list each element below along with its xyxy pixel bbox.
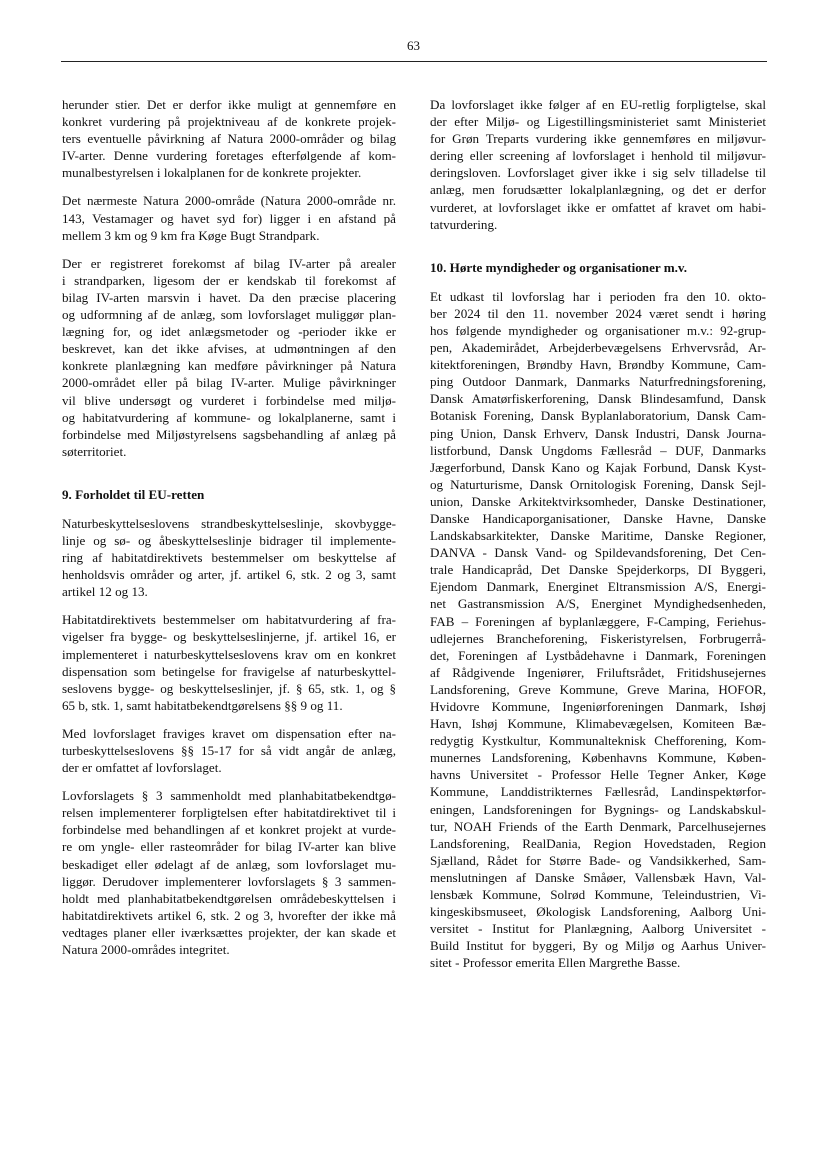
text-line: turbeskyttelseslovens §§ 15-17 for så vidt angår de anlæg, <box>62 743 396 758</box>
text-line: havns Universitet - Professor Helle Tegner Anker, Køge <box>430 767 766 783</box>
text-line: deringsloven. Lovforslaget giver ikke i sig selv tilladelse til <box>430 165 766 181</box>
text-line: forbindelse med behandlingen af et konkret projekt at vurde- <box>62 822 396 838</box>
text-line: menslutningen af Danske Småøer, Vallensbæk Havn, Val- <box>430 869 766 885</box>
text-line: hos følgende myndigheder og organisationer m.v.: 92-grup- <box>430 322 766 338</box>
text-line: tur, NOAH Friends of the Earth Denmark, Parcelhusejernes <box>430 818 766 834</box>
text-line: beskrevet, kan det ikke afvises, at udmøntningen af den <box>62 341 396 357</box>
text-line: Landskabsarkitekter, Danske Maritime, Danske Regioner, <box>430 528 766 544</box>
text-line: udlejernes Brancheforening, Fiskeristyrelsen, Forbrugerrå- <box>430 630 766 646</box>
section-heading-eu-law: 9. Forholdet til EU-retten <box>62 486 205 502</box>
text-line: dispensation som betingelse for fravigelse af naturbeskyttel- <box>62 663 396 679</box>
text-line: Landsforening, Greve Kommune, Greve Marina, HOFOR, <box>430 681 766 697</box>
paragraph <box>430 96 766 233</box>
text-line: Landsforening, RealDania, Region Hovedstaden, Region <box>430 835 766 851</box>
text-line: Ejendom Danmark, Energinet Eltransmission A/S, Energi- <box>430 579 766 595</box>
text-line: kingeskibsmuseet, Økologisk Landsforening, Aalborg Uni- <box>430 904 766 920</box>
text-line: 65 b, stk. 1, samt habitatbekendtgørelsens §§ 9 og 11. <box>62 697 343 713</box>
text-line: implementeret i naturbeskyttelseslovens krav om en konkret <box>62 646 396 662</box>
text-line: liggør. Derudover implementerer lovforslagets § 3 sammen- <box>62 873 396 889</box>
text-line: trale Handicapråd, Det Danske Spejderkorps, DI Byggeri, <box>430 562 766 578</box>
text-line: 2000-området eller på bilag IV-arter. Mulige påvirkninger <box>62 375 396 391</box>
paragraph <box>62 192 396 243</box>
text-line: versitet - Institut for Planlægning, Aalborg Universitet - <box>430 921 766 937</box>
text-line: relsen implementerer forpligtelsen efter habitatdirektivet til i <box>62 805 396 821</box>
text-line: i strandparken, ligesom der er kendskab til forekomst af <box>62 272 396 288</box>
text-line: konkret vurdering på projektniveau af de konkrete projek- <box>62 114 396 130</box>
text-line: der efter Miljø- og Ligestillingsministeriet samt Ministeriet <box>430 114 766 130</box>
text-line: herunder stier. Det er derfor ikke muligt at gennemføre en <box>62 97 396 112</box>
text-line: Hvidovre Kommune, Ingeniørforeningen Danmark, Ishøj <box>430 699 766 714</box>
text-line: munernes Landsforening, Københavns Kommune, Køben- <box>430 750 766 766</box>
text-line: seslovens bygge- og beskyttelseslinjer, jf. § 65, stk. 1, og § <box>62 680 396 696</box>
right-column <box>430 96 766 983</box>
text-line: linje og sø- og åbeskyttelseslinje bidrager til implemente- <box>62 532 396 548</box>
text-line: holdt med planhabitatbekendtgørelsen områdebeskyttelsen i <box>62 890 396 906</box>
text-line: Natura 2000-områdes integritet. <box>62 942 230 958</box>
text-line: Det nærmeste Natura 2000-område (Natura 2000-område nr. <box>62 193 396 209</box>
left-column <box>62 96 396 969</box>
paragraph <box>62 611 396 714</box>
text-line: og habitatvurdering af kommune- og lokalplanerne, samt i <box>62 409 396 425</box>
text-line: vurderet, at lovforslaget ikke er omfattet af kravet om habi- <box>430 199 766 215</box>
text-line: beskadiget eller ødelagt af de anlæg, som lovforslaget mu- <box>62 856 396 872</box>
text-line: henholdsvis områder og arter, jf. artikel 6, stk. 2 og 3, samt <box>62 567 396 583</box>
text-line: ring af habitatdirektivets bestemmelser om beskyttelse af <box>62 550 396 566</box>
text-line: der er omfattet af lovforslaget. <box>62 760 222 776</box>
text-line: Lovforslagets § 3 sammenholdt med planhabitatbekendtgø- <box>62 788 396 804</box>
text-line: Da lovforslaget ikke følger af en EU-retlig forpligtelse, skal <box>430 97 766 112</box>
text-line: Dansk Amatørfiskerforening, Dansk Blindesamfund, Dansk <box>430 391 766 407</box>
text-line: Botanisk Forening, Dansk Byplanlaboratorium, Dansk Cam- <box>430 408 766 424</box>
text-line: ping Outdoor Danmark, Danmarks Naturfredningsforening, <box>430 374 766 390</box>
text-line: og Naturturisme, Dansk Ornitologisk Forening, Dansk Sejl- <box>430 476 766 492</box>
text-line: bilag IV-arten marsvin i havet. Da den præcise placering <box>62 289 396 305</box>
paragraph <box>62 787 396 958</box>
text-line: re om yngle- eller rasteområder for bilag IV-arter kan blive <box>62 839 396 855</box>
paragraph <box>62 96 396 181</box>
text-line: 143, Vestamager og havet syd for) ligger i en afstand på <box>62 210 396 226</box>
text-line: lensbæk Kommune, Solrød Kommune, Teleindustrien, Vi- <box>430 887 766 903</box>
text-line: FAB – Foreningen af byplanlæggere, F-Camping, Feriehus- <box>430 613 766 629</box>
text-line: net Gastransmission A/S, Energinet Myndighedsenheden, <box>430 596 766 612</box>
paragraph <box>62 725 396 776</box>
text-line: Med lovforslaget fraviges kravet om dispensation efter na- <box>62 725 396 741</box>
text-line: Jægerforbund, Dansk Kano og Kajak Forbund, Dansk Kyst- <box>430 459 766 475</box>
paragraph <box>430 288 766 972</box>
text-line: DANVA - Dansk Vand- og Spildevandsforening, Det Cen- <box>430 545 766 561</box>
text-line: sitet - Professor emerita Ellen Margrethe Basse. <box>430 955 681 971</box>
text-line: forbindelse med Miljøstyrelsens sagsbehandling af anlæg på <box>62 426 396 442</box>
text-line: Build Institut for byggeri, By og Miljø og Aarhus Univer- <box>430 938 766 954</box>
text-line: Sjælland, Rådet for Større Bade- og Vandsikkerhed, Sam- <box>430 852 766 868</box>
text-line: munalbestyrelsen i lokalplanen for de konkrete projekter. <box>62 165 362 181</box>
text-line: vigelser fra bygge- og beskyttelseslinjerne, jf. artikel 16, er <box>62 629 396 645</box>
text-line: Kommune, Landdistrikternes Fællesråd, Landinspektørfor- <box>430 784 766 800</box>
text-line: ters eventuelle påvirkning af Natura 2000-områder og bilag <box>62 131 396 147</box>
text-line: Et udkast til lovforslag har i perioden fra den 10. okto- <box>430 288 766 304</box>
text-line: Der er registreret forekomst af bilag IV-arter på arealer <box>62 255 396 271</box>
text-line: af Rådgivende Ingeniører, Friluftsrådet, Fritidshusejernes <box>430 664 766 680</box>
text-line: søterritoriet. <box>62 443 127 459</box>
page-number: 63 <box>407 38 420 53</box>
text-line: lægning for, og idet anlægsmetoder og -perioder ikke er <box>62 324 396 340</box>
text-line: og udformning af de anlæg, som lovforslaget muliggør plan- <box>62 307 396 323</box>
text-line: IV-arter. Denne vurdering foretages efterfølgende af kom- <box>62 148 396 164</box>
text-line: mellem 3 km og 9 km fra Køge Bugt Strandpark. <box>62 227 320 243</box>
text-line: konkrete planlægning kan medføre påvirkninger på Natura <box>62 358 396 374</box>
text-line: listforbund, Dansk Ungdoms Fællesråd – DUF, Danmarks <box>430 442 766 458</box>
text-line: union, Danske Arkitektvirksomheder, Danske Destinationer, <box>430 493 766 509</box>
text-line: redygtig Kystkultur, Kommunalteknisk Chefforening, Kom- <box>430 733 766 749</box>
text-line: habitatdirektivets artikel 6, stk. 2 og 3, hvorefter der ikke må <box>62 907 396 923</box>
text-line: Danske Handicaporganisationer, Danske Havne, Danske <box>430 510 766 526</box>
text-line: vedtages planer eller iværksættes projekter, der kan skade et <box>62 924 396 940</box>
text-line: kitektforeningen, Brøndby Havn, Brøndby Kommune, Cam- <box>430 357 766 373</box>
text-line: ber 2024 til den 11. november 2024 været sendt i høring <box>430 305 766 321</box>
text-line: det, Foreningen af Lystbådehavne i Danmark, Foreningen <box>430 647 766 663</box>
paragraph <box>62 255 396 460</box>
text-line: Havn, Ishøj Kommune, Klimabevægelsen, Komiteen Bæ- <box>430 716 766 732</box>
text-line: dering eller screening af lovforslaget i henhold til miljøvur- <box>430 148 766 164</box>
section-heading-consulted-parties: 10. Hørte myndigheder og organisationer m.v. <box>430 259 688 275</box>
text-line: eningen, Landsforeningen for Bygnings- og Landskabskul- <box>430 801 766 817</box>
text-line: vil blive undersøgt og vurderet i forbindelse med miljø- <box>62 392 396 408</box>
text-line: ping Union, Dansk Erhverv, Dansk Industri, Dansk Journa- <box>430 425 766 441</box>
text-line: pen, Akademirådet, Arbejderbevægelsens Erhvervsråd, Ar- <box>430 340 766 356</box>
header-rule <box>61 61 767 62</box>
text-line: for Grøn Treparts vurdering ikke gennemføres en miljøvur- <box>430 131 766 147</box>
text-line: artikel 12 og 13. <box>62 584 148 600</box>
text-line: Habitatdirektivets bestemmelser om habitatvurdering af fra- <box>62 612 396 628</box>
text-line: anlæg, men forudsætter lokalplanlægning, og det er derfor <box>430 182 766 198</box>
text-line: tatvurdering. <box>430 216 498 232</box>
paragraph <box>62 515 396 600</box>
text-line: Naturbeskyttelseslovens strandbeskyttelseslinje, skovbygge- <box>62 515 396 531</box>
